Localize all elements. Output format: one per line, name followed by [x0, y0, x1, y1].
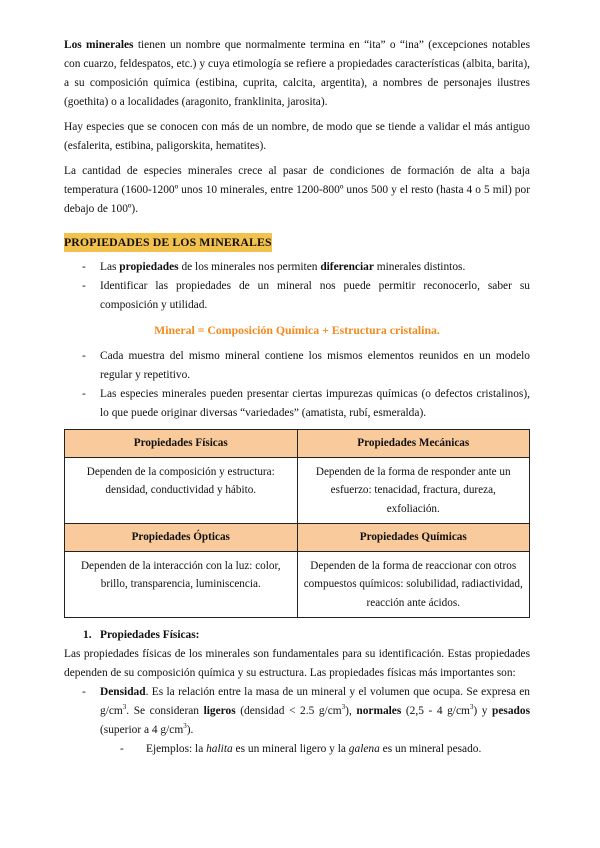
fisicas-paragraph: Las propiedades físicas de los minerales son fundamentales para su identificación. Estas propiedades dependen de su composición química y su estructura. Las propiedades físicas más importantes son: — [64, 648, 530, 679]
intro-paragraph-3: La cantidad de especies minerales crece al pasar de condiciones de formación de alta a baja temperatura (1600-1200º unos 10 minerales, entre 1200-800º unos 500 y el resto (hasta 4 o 5 mil) por debajo de 100º). — [64, 165, 530, 215]
cell-fisicas: Dependen de la composición y estructura: densidad, conductividad y hábito. — [65, 457, 298, 524]
header-opticas: Propiedades Ópticas — [65, 524, 298, 552]
cell-quimicas: Dependen de la forma de reaccionar con otros compuestos químicos: solubilidad, radiactividad, reacción ante ácidos. — [297, 551, 530, 618]
mineral-formula: Mineral = Composición Química + Estructura cristalina. — [154, 323, 440, 337]
bullet-list-b — [64, 347, 530, 423]
ejemplos-list — [64, 740, 530, 759]
header-fisicas: Propiedades Físicas — [65, 430, 298, 458]
fisicas-heading: 1. Propiedades Físicas: — [83, 629, 200, 641]
list-item: - Cada muestra del mismo mineral contiene los mismos elementos reunidos en un modelo regular y repetitivo. — [64, 347, 530, 385]
list-item: - Las especies minerales pueden presentar ciertas impurezas químicas (o defectos cristalinos), lo que puede originar diversas “variedades” (amatista, rubí, esmeralda). — [64, 385, 530, 423]
fisicas-list — [64, 683, 530, 740]
list-item: - Identificar las propiedades de un mineral nos puede permitir reconocerlo, saber su composición y utilidad. — [64, 277, 530, 315]
list-item: - Las propiedades de los minerales nos permiten diferenciar minerales distintos. — [64, 258, 530, 277]
intro-paragraph-2: Hay especies que se conocen con más de un nombre, de modo que se tiende a validar el más antiguo (esfalerita, estibina, paligorskita, hematites). — [64, 121, 530, 152]
minerales-bold: Los minerales — [64, 39, 134, 51]
section-heading: PROPIEDADES DE LOS MINERALES — [64, 233, 272, 252]
list-item-ejemplos: - Ejemplos: la halita es un mineral ligero y la galena es un mineral pesado. — [64, 740, 530, 759]
cell-opticas: Dependen de la interacción con la luz: color, brillo, transparencia, luminiscencia. — [65, 551, 298, 618]
cell-mecanicas: Dependen de la forma de responder ante un esfuerzo: tenacidad, fractura, dureza, exfoliación. — [297, 457, 530, 524]
header-quimicas: Propiedades Químicas — [297, 524, 530, 552]
document-page — [64, 36, 530, 759]
properties-table — [64, 429, 530, 618]
intro-paragraph-1: Los minerales tienen un nombre que normalmente termina en “ita” o “ina” (excepciones notables con cuarzo, feldespatos, etc.) y cuya etimología se refiere a propiedades características (albita, barita), a su composición química (estibina, cuprita, calcita, argentita), a nombres de personajes ilustres (goethita) o a localidades (aragonito, franklinita, jarosita). — [64, 39, 530, 108]
list-item-densidad: - Densidad. Es la relación entre la masa de un mineral y el volumen que ocupa. Se expresa en $g/cm^3$. Se consideran ligeros (densidad < 2.5 $g/cm^3$), normales (2,5 - 4 $g/cm^3$) y pesados (superior a 4 $g/cm^3$). — [64, 683, 530, 740]
header-mecanicas: Propiedades Mecánicas — [297, 430, 530, 458]
bullet-list-a — [64, 258, 530, 315]
